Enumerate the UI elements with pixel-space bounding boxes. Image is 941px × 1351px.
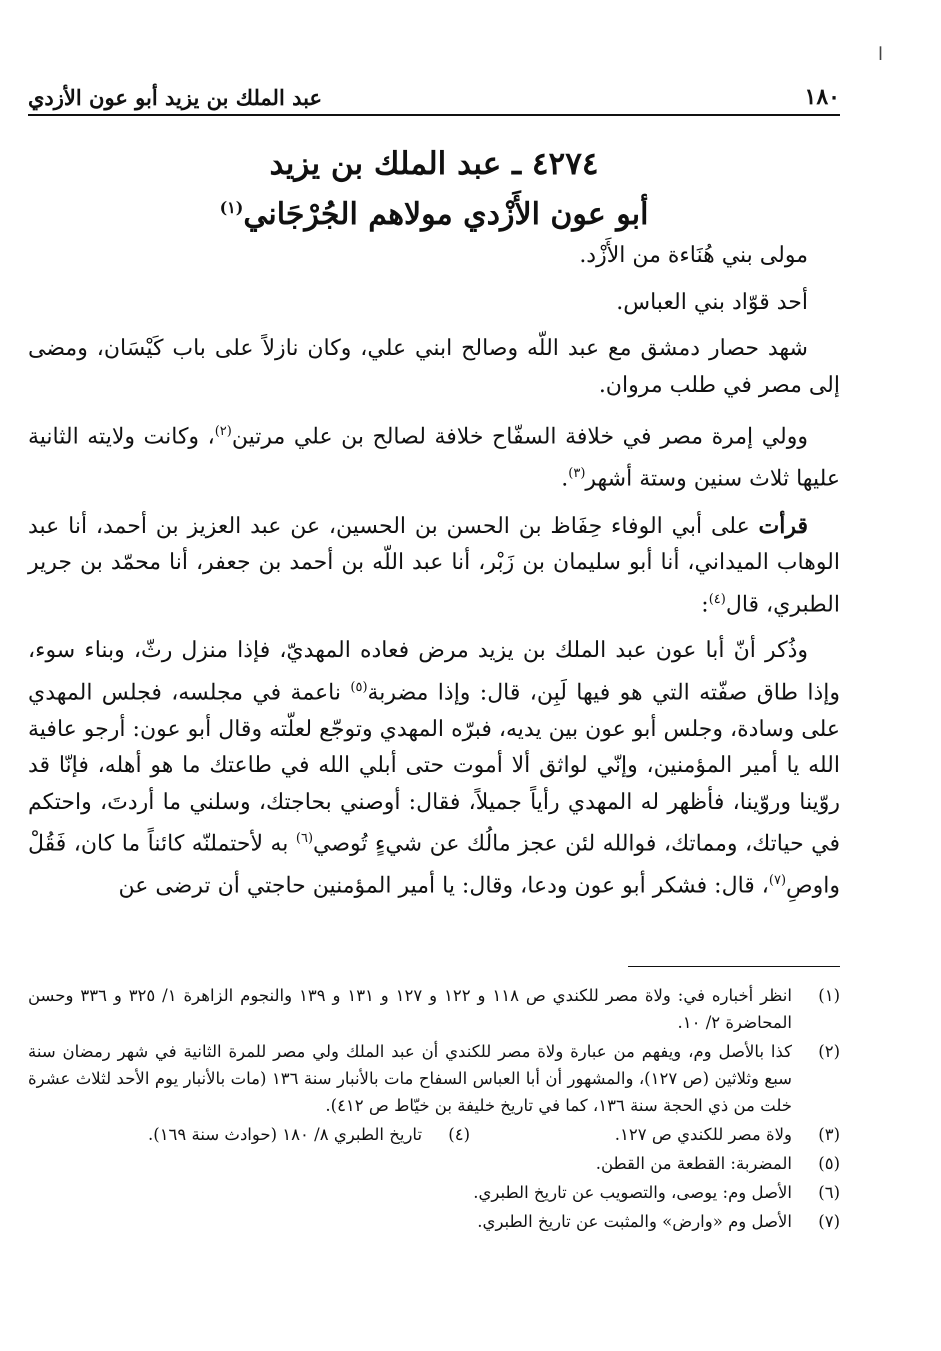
footnote-number: (٢) bbox=[818, 1042, 840, 1061]
paragraph-mahdi-visit bbox=[28, 633, 840, 904]
text-run: وذُكر أنّ أبا عون عبد الملك بن يزيد مرض فعاده المهديّ، فإذا منزل رثّ، وبناء سوء، وإذا طاق صفّته التي هو فيها لَبِن، قال: وإذا مضربة bbox=[28, 638, 840, 706]
page-corner-mark: ا bbox=[878, 44, 884, 65]
text-run: ، قال: فشكر أبو عون ودعا، وقال: يا أمير المؤمنين حاجتي أن ترضى عن bbox=[118, 873, 769, 899]
footnote-7 bbox=[28, 1208, 840, 1235]
footnote-number: (٧) bbox=[818, 1212, 840, 1231]
footnotes bbox=[28, 982, 840, 1237]
page-number: ١٨٠ bbox=[804, 84, 840, 110]
text-run: . bbox=[561, 466, 569, 492]
footnote-separator bbox=[628, 966, 840, 967]
footnote-text: ولاة مصر للكندي ص ١٢٧. bbox=[614, 1125, 792, 1144]
footnote-ref: (٥) bbox=[350, 679, 368, 695]
footnote-number: (٣) bbox=[818, 1125, 840, 1144]
paragraph-clientage: مولى بني هُنَاءة من الأَزْد. bbox=[579, 243, 808, 268]
text-run: : bbox=[701, 591, 709, 617]
entry-kunya-nisba bbox=[28, 186, 840, 237]
paragraph-damascus: شهد حصار دمشق مع عبد اللّه وصالح ابني علي، وكان نازلاً على باب كَيْسَان، ومضى إلى مصر في طلب مروان. bbox=[28, 336, 840, 398]
biography-text bbox=[28, 238, 840, 915]
footnote-ref: (٣) bbox=[568, 465, 586, 481]
text-run: وولي إمرة مصر في خلافة السفّاح خلافة لصالح بن علي مرتين bbox=[231, 424, 808, 450]
text-run: على أبي الوفاء حِفَاظ بن الحسن بن الحسين، عن عبد العزيز بن أحمد، أنا عبد الوهاب الميداني، أنا أبو سليمان بن زَبْر، أنا عبد اللّه بن أحمد بن جعفر، أنا محمّد بن جرير الطبري، قال bbox=[28, 513, 840, 617]
footnote-text: انظر أخباره في: ولاة مصر للكندي ص ١١٨ و ١٢٢ و ١٢٧ و ١٣١ و ١٣٩ والنجوم الزاهرة ١/ ٣٢٥ و ٣٣٦ وحسن المحاضرة ٢/ ١٠. bbox=[28, 986, 792, 1032]
footnote-4 bbox=[148, 1121, 470, 1148]
footnote-2 bbox=[28, 1038, 840, 1119]
footnote-number: (٦) bbox=[818, 1183, 840, 1202]
footnote-ref: (١) bbox=[219, 198, 244, 217]
text-run: ناعمة في مجلسه، فجلس المهدي على وسادة، وجلس أبو عون بين يديه، فبرّه المهدي وتوجّع لعلّته وقال أبو عون: أرجو عافية الله يا أمير المؤمنين، وإنّي لواثق ألا أموت حتى أبلي الله في طاعتك ما هو أهله، فإنّا قد روّينا وروّينا، فأظهر له المهدي رأياً جميلاً، فقال: أوصني بحاجتك، وسلني ما أردتَ، واحتكم في حياتك، ومماتك، فوالله لئن عجز مالُك عن شيءٍ تُوصي bbox=[28, 680, 841, 857]
text-run: ، وكانت ولايته الثانية عليها ثلاث سنين وستة أشهر bbox=[28, 424, 840, 492]
footnote-ref: (٦) bbox=[295, 831, 314, 847]
footnote-number: (١) bbox=[818, 986, 840, 1005]
entry-kunya-text: أبو عون الأَزْدي مولاهم الجُرْجَاني bbox=[243, 197, 649, 232]
text-run: به لأحتملنّه كائناً ما كان، فَقُلْ واوصِ bbox=[28, 831, 840, 899]
paragraph-isnad bbox=[28, 508, 840, 624]
footnote-ref: (٢) bbox=[214, 424, 232, 439]
running-header bbox=[28, 80, 840, 116]
footnote-6 bbox=[28, 1179, 840, 1206]
footnote-text: الأصل وم «وارض» والمثبت عن تاريخ الطبري. bbox=[477, 1212, 792, 1231]
lead-word: قرأت bbox=[758, 512, 808, 539]
footnote-ref: (٤) bbox=[708, 591, 726, 607]
paragraph-egypt-governorship bbox=[28, 414, 840, 498]
footnote-text: المضربة: القطعة من القطن. bbox=[595, 1154, 792, 1173]
footnote-text: الأصل وم: يوصى، والتصويب عن تاريخ الطبري. bbox=[473, 1183, 792, 1202]
footnote-text: تاريخ الطبري ٨/ ١٨٠ (حوادث سنة ١٦٩). bbox=[148, 1125, 423, 1144]
footnote-3 bbox=[615, 1121, 840, 1148]
paragraph-commander: أحد قوّاد بني العباس. bbox=[616, 289, 808, 315]
entry-heading bbox=[28, 142, 840, 237]
footnotes-3-4 bbox=[28, 1121, 840, 1148]
footnote-5 bbox=[28, 1150, 840, 1177]
footnote-number: (٥) bbox=[818, 1154, 840, 1173]
footnote-1 bbox=[28, 982, 840, 1036]
footnote-text: كذا بالأصل وم، ويفهم من عبارة ولاة مصر للكندي أن عبد الملك ولي مصر للمرة الثانية في شهر رمضان سنة سبع وثلاثين (ص ١٢٧)، والمشهور أن أبا العباس السفاح مات بالأنبار سنة ١٣٦ (مات بالأنبار يوم الأحد لثلاث عشرة خلت من ذي الحجة سنة ١٣٦، كما في تاريخ خليفة بن خيّاط ص ٤١٢). bbox=[28, 1042, 793, 1115]
footnote-number: (٤) bbox=[448, 1125, 471, 1144]
running-title: عبد الملك بن يزيد أبو عون الأزدي bbox=[28, 85, 322, 110]
entry-number-name: ٤٢٧٤ ـ عبد الملك بن يزيد bbox=[269, 146, 599, 182]
footnote-ref: (٧) bbox=[768, 873, 787, 889]
